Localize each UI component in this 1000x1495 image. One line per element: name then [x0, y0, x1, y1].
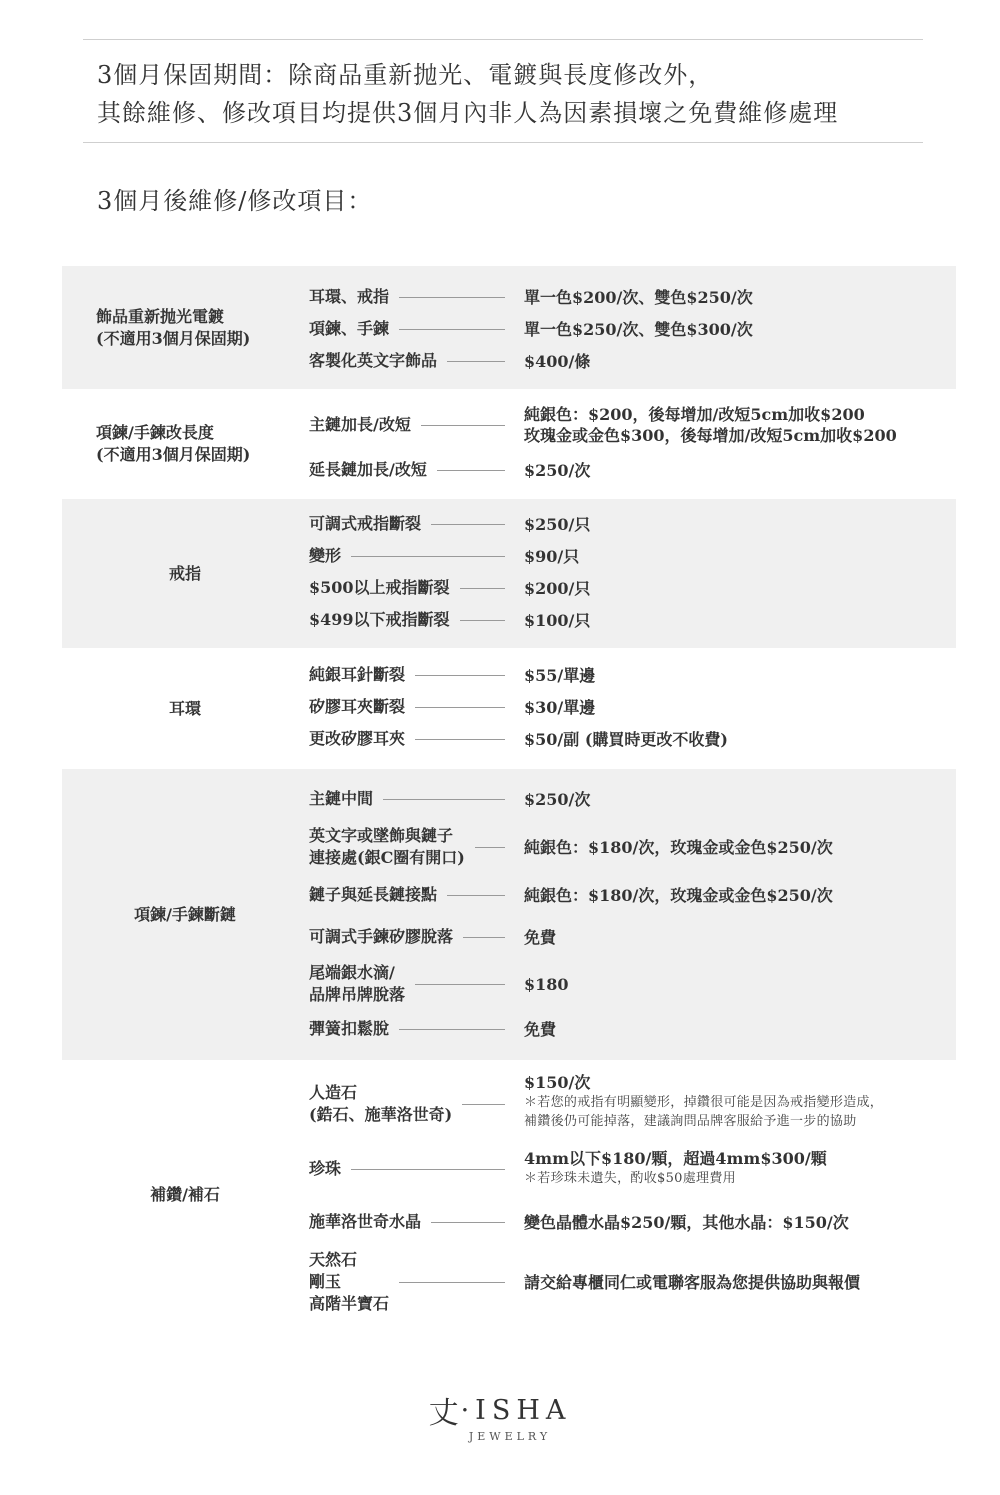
price-main: 4mm以下$180/顆，超過4mm$300/顆	[524, 1149, 827, 1168]
service-price: 單一色$250/次、雙色$300/次	[524, 319, 753, 339]
service-price: $200/只	[524, 578, 591, 598]
service-price: $50/副 (購買時更改不收費)	[524, 729, 728, 749]
service-item: 英文字或墜飾與鏈子 連接處(銀C圈有開口)	[309, 825, 505, 869]
leader-line	[463, 937, 505, 938]
after-warranty-title: 3個月後維修/修改項目：	[97, 187, 373, 215]
leader-line	[437, 470, 505, 471]
leader-line	[415, 707, 505, 708]
brand-logo	[0, 1388, 1000, 1443]
price-note: ＊若珍珠未遺失，酌收$50處理費用	[524, 1171, 736, 1186]
leader-line	[351, 556, 505, 557]
leader-line	[421, 425, 505, 426]
leader-line	[415, 984, 505, 985]
top-divider	[83, 39, 923, 40]
service-item: 更改矽膠耳夾	[309, 728, 505, 750]
logo-mark-icon: 丈	[428, 1396, 459, 1431]
category-label: 項鍊/手鍊斷鏈	[134, 904, 236, 924]
service-item: 主鏈加長/改短	[309, 403, 505, 447]
section-earrings	[62, 648, 956, 769]
price-note: ＊若您的戒指有明顯變形，掉鑽很可能是因為戒指變形造成， 補鑽後仍可能掉落，建議詢問品牌客服給予進一步的協助	[524, 1095, 884, 1129]
leader-line	[462, 1104, 505, 1105]
service-item: 尾端銀水滴/ 品牌吊牌脫落	[309, 962, 505, 1006]
leader-line	[415, 739, 505, 740]
service-price: $250/次	[524, 460, 591, 480]
service-price: $250/次	[524, 789, 591, 809]
category-label: 耳環	[168, 698, 201, 718]
service-item: 施華洛世奇水晶	[309, 1211, 505, 1233]
category-label: 戒指	[168, 563, 201, 583]
service-item: 人造石 (鋯石、施華洛世奇)	[309, 1082, 505, 1126]
leader-line	[383, 799, 505, 800]
section-broken-chain	[62, 769, 956, 1060]
logo-subtitle: JEWELRY	[468, 1430, 552, 1443]
service-price: 純銀色：$180/次，玫瑰金或金色$250/次	[524, 837, 833, 857]
service-price: $180	[524, 974, 569, 994]
leader-line	[399, 297, 505, 298]
service-item: 珍珠	[309, 1158, 505, 1180]
leader-line	[460, 588, 505, 589]
service-item: $500以上戒指斷裂	[309, 577, 505, 599]
service-price: 請交給專櫃同仁或電聯客服為您提供協助與報價	[524, 1272, 861, 1292]
section-rings	[62, 499, 956, 648]
service-price	[524, 1072, 954, 1136]
category-label: 飾品重新抛光電鍍 (不適用3個月保固期)	[96, 306, 251, 348]
service-price: 變色晶體水晶$250/顆，其他水晶：$150/次	[524, 1212, 849, 1232]
service-price: 純銀色：$200，後每增加/改短5cm加收$200 玫瑰金或金色$300，後每增加/改短5cm加收$200	[524, 405, 897, 445]
service-item: 變形	[309, 545, 505, 567]
service-price: 免費	[524, 1019, 557, 1039]
service-price: 免費	[524, 927, 557, 947]
service-item: 可調式手鍊矽膠脫落	[309, 926, 505, 948]
leader-line	[399, 329, 505, 330]
category-label: 補鑽/補石	[150, 1185, 220, 1204]
service-item: 純銀耳針斷裂	[309, 664, 505, 686]
service-item: 項鍊、手鍊	[309, 318, 505, 340]
leader-line	[460, 620, 505, 621]
service-price: $250/只	[524, 514, 591, 534]
leader-line	[447, 361, 505, 362]
section-length-adjust	[62, 389, 956, 499]
service-price: $55/單邊	[524, 665, 596, 685]
service-price: 純銀色：$180/次，玫瑰金或金色$250/次	[524, 885, 833, 905]
leader-line	[399, 1029, 505, 1030]
service-item: 矽膠耳夾斷裂	[309, 696, 505, 718]
service-item: $499以下戒指斷裂	[309, 609, 505, 631]
leader-line	[415, 675, 505, 676]
service-price	[524, 1148, 954, 1190]
service-price: 單一色$200/次、雙色$250/次	[524, 287, 753, 307]
service-item: 可調式戒指斷裂	[309, 513, 505, 535]
warranty-line-1: 3個月保固期間：除商品重新抛光、電鍍與長度修改外，	[97, 61, 714, 89]
service-price: $400/條	[524, 351, 591, 371]
leader-line	[399, 1282, 505, 1283]
service-price: $30/單邊	[524, 697, 596, 717]
warranty-line-2: 其餘維修、修改項目均提供3個月內非人為因素損壞之免費維修處理	[97, 99, 839, 127]
service-item: 鏈子與延長鏈接點	[309, 884, 505, 906]
leader-line	[431, 1222, 505, 1223]
leader-line	[351, 1169, 505, 1170]
logo-wordmark: ·ISHA	[460, 1394, 572, 1426]
category-label: 項鍊/手鍊改長度 (不適用3個月保固期)	[96, 423, 251, 464]
service-price: $100/只	[524, 610, 591, 630]
leader-line	[431, 524, 505, 525]
leader-line	[447, 895, 505, 896]
service-item: 彈簧扣鬆脫	[309, 1018, 505, 1040]
service-item: 延長鏈加長/改短	[309, 459, 505, 481]
price-main: $150/次	[524, 1073, 591, 1092]
section-polish-plating	[62, 266, 956, 389]
leader-line	[475, 847, 505, 848]
service-price: $90/只	[524, 546, 580, 566]
warranty-notice	[97, 56, 838, 132]
service-item: 主鏈中間	[309, 788, 505, 810]
service-item: 天然石 剛玉 高階半寶石	[309, 1249, 505, 1315]
service-item: 耳環、戒指	[309, 286, 505, 308]
service-item: 客製化英文字飾品	[309, 350, 505, 372]
middle-divider	[83, 142, 923, 143]
section-stone-repair	[62, 1060, 956, 1330]
